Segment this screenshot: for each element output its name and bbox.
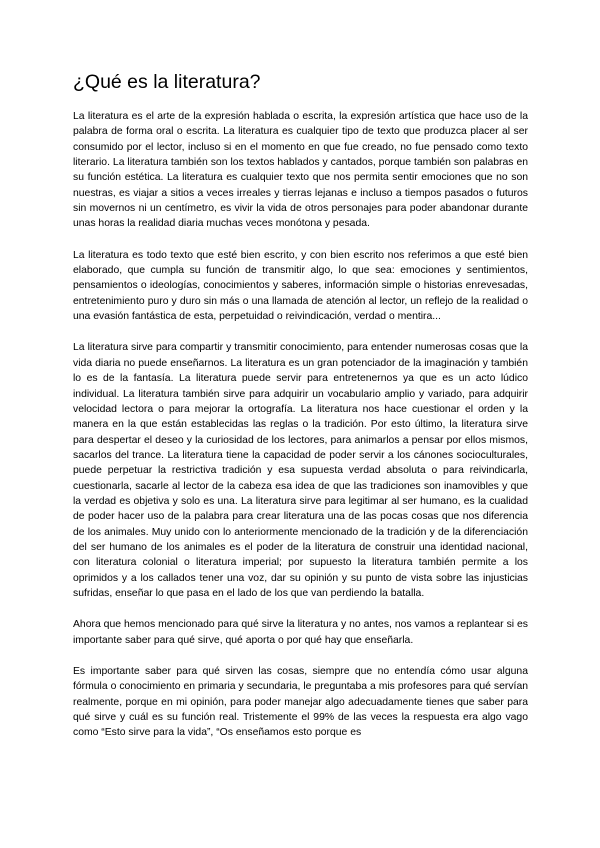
paragraph-4: Ahora que hemos mencionado para qué sirve la literatura y no antes, nos vamos a replantear si es importante saber para qué sirve, qué aporta o por qué hay que enseñarla. <box>73 619 528 646</box>
paragraph-2: La literatura es todo texto que esté bien escrito, y con bien escrito nos referimos a que esté bien elaborado, que cumpla su función de transmitir algo, lo que sea: emociones y sentimientos, pensamientos o ideologías, conocimientos y saberes, información simple o historias enrevesadas, entretenimiento puro y duro sin más o una llamada de atención al lector, un reflejo de la realidad o una evasión fantástica de esta, perpetuidad o reivindicación, verdad o mentira... <box>73 249 528 323</box>
paragraph-1: La literatura es el arte de la expresión hablada o escrita, la expresión artística que hace uso de la palabra de forma oral o escrita. La literatura es cualquier tipo de texto que produzca placer al ser consumido por el lector, incluso si en el momento en que fue creado, no fue pensado como texto literario. La literatura también son los textos hablados y cantados, porque también son palabras en su función estética. La literatura es cualquier texto que nos permita sentir emociones que no son nuestras, es viajar a sitios a veces irreales y tierras lejanas e incluso a tiempos pasados o futuros sin movernos ni un centímetro, es vivir la vida de otros personajes para poder abandonar durante unas horas la realidad diaria muchas veces monótona y pesada. <box>73 111 528 230</box>
paragraph-3: La literatura sirve para compartir y transmitir conocimiento, para entender numerosas cosas que la vida diaria no puede enseñarnos. La literatura es un gran potenciador de la imaginación y también lo es de la fantasía. La literatura puede servir para entretenernos ya que es un acto lúdico individual. La literatura también sirve para adquirir un vocabulario amplio y variado, para adquirir velocidad lectora o para mejorar la ortografía. La literatura nos hace cuestionar el orden y la manera en la que están establecidas las reglas o la tradición. Por esto último, la literatura sirve para despertar el deseo y la curiosidad de los lectores, para animarlos a pensar por ellos mismos, sacarlos del trance. La literatura tiene la capacidad de poder servir a los cánones socioculturales, puede perpetuar la restrictiva tradición y esa supuesta verdad absoluta o para reivindicarla, cuestionarla, sacarle al lector de la cabeza esa idea de que las tradiciones son inamovibles y que la verdad es objetiva y solo es una. La literatura sirve para legitimar al ser humano, es la cualidad de poder hacer uso de la palabra para crear literatura una de las pocas cosas que nos diferencia de los animales. Muy unido con lo anteriormente mencionado de la tradición y de la diferenciación del ser humano de los animales es el poder de la literatura de construir una identidad nacional, con literatura colonial o literatura imperial; por supuesto la literatura también permite a los oprimidos y a los callados tener una voz, dar su opinión y su punto de vista sobre las injusticias sufridas, enseñar lo que pasa en el lado de los que van perdiendo la batalla. <box>73 342 528 599</box>
document-title: ¿Qué es la literatura? <box>73 71 261 93</box>
paragraph-5: Es importante saber para qué sirven las cosas, siempre que no entendía cómo usar alguna fórmula o conocimiento en primaria y secundaria, le preguntaba a mis profesores para qué servían realmente, porque en mi opinión, para poder manejar algo adecuadamente tienes que saber para qué sirve y cuál es su función real. Tristemente el 99% de las veces la respuesta era algo vago como “Esto sirve para la vida”, “Os enseñamos esto porque es <box>73 666 528 739</box>
document-body <box>73 109 528 757</box>
